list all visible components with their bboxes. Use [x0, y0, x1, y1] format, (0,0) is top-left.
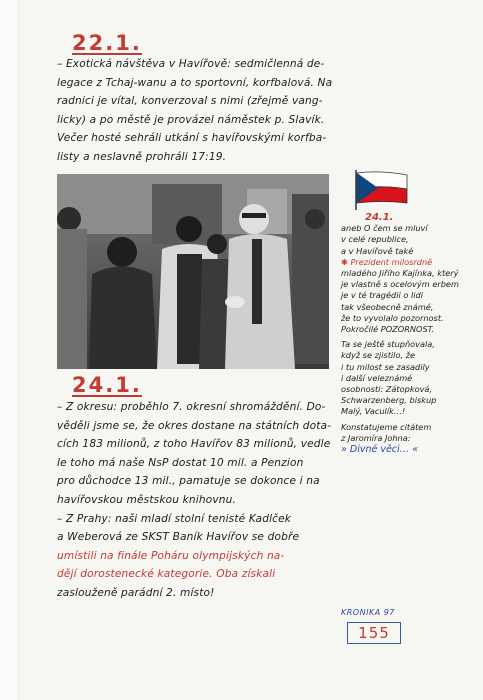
sidebar-line: když se zjistilo, že	[341, 350, 416, 361]
chronicle-label: KRONIKA 97	[341, 608, 395, 617]
text-line: dějí dorostenecké kategorie. Oba získali	[57, 568, 276, 581]
text-line: – Z Prahy: naši mladí stolní tenisté Kadlček	[57, 512, 292, 525]
sidebar-line: Ta se ještě stupňovala,	[341, 339, 435, 350]
text-line: havířovskou městskou knihovnu.	[57, 493, 237, 506]
text-line: zaslouženě parádní 2. místo!	[57, 586, 215, 599]
text-line: Večer hosté sehráli utkání s havířovskými korfba-	[57, 132, 327, 145]
sidebar-line: i další veleznámé	[341, 372, 413, 383]
sidebar-line: Konstatujeme citátem	[341, 421, 432, 432]
photo-image	[57, 174, 329, 369]
entry-text	[57, 55, 337, 167]
page-number-box	[347, 622, 401, 644]
text-line: pro důchodce 13 mil., pamatuje se dokonce i na	[57, 475, 320, 488]
sidebar-line: mladého Jiřího Kajínka, který	[341, 268, 459, 279]
sidebar-note	[341, 212, 461, 455]
sidebar-line: a v Havířově také	[341, 245, 414, 256]
text-line: listy a neslavně prohráli 17:19.	[57, 150, 227, 163]
text-line: věděli jsme se, že okres dostane na státních dota-	[57, 419, 332, 432]
sidebar-line: je v té tragédii o lidi	[341, 290, 424, 301]
text-line: – Z okresu: proběhlo 7. okresní shromáždění. Do-	[57, 401, 326, 413]
text-line: cích 183 milionů, z toho Havířov 83 milionů, vedle	[57, 438, 331, 451]
page-number: 155	[358, 624, 390, 642]
entry-date: 24.1.	[72, 373, 142, 397]
sidebar-line: Malý, Vaculík…!	[341, 406, 406, 417]
entry-date: 22.1.	[72, 31, 142, 55]
news-photo	[57, 174, 329, 369]
sidebar-line: z Jaromíra Johna:	[341, 432, 411, 443]
text-line: legace z Tchaj-wanu a to sportovní, korfbalová. Na	[57, 76, 333, 89]
entry-text	[57, 398, 339, 603]
sidebar-line: je vlastně s ocelovým erbem	[341, 279, 459, 290]
sidebar-line: že to vyvolalo pozornost.	[341, 312, 444, 323]
text-line: umístili na finále Poháru olympijských na-	[57, 549, 285, 562]
sidebar-line: aneb O čem se mluví	[341, 223, 428, 234]
sidebar-line: v celé republice,	[341, 234, 409, 245]
text-line: licky) a po městě je provázel náměstek p. Slavík.	[57, 113, 325, 126]
sidebar-date: 24.1.	[365, 212, 394, 223]
text-line: – Exotická návštěva v Havířově: sedmičlenná de-	[57, 58, 325, 70]
sidebar-line: Pokročilé POZORNOST.	[341, 324, 435, 335]
czech-flag-icon	[352, 170, 410, 210]
text-line: le toho má naše NsP dostat 10 mil. a Penzion	[57, 456, 304, 469]
sidebar-line: ✱ Prezident milosrdně	[341, 256, 433, 267]
text-line: radnici je vítal, konverzoval s nimi (zřejmě vang-	[57, 95, 323, 108]
sidebar-quote: » Divné věci… «	[341, 444, 419, 456]
sidebar-line: osobnosti: Zátopková,	[341, 384, 433, 395]
text-line: a Weberová ze SKST Baník Havířov se dobře	[57, 531, 300, 544]
page-edge	[0, 0, 19, 700]
sidebar-line: Schwarzenberg, biskup	[341, 395, 437, 406]
sidebar-line: i tu milost se zasadily	[341, 361, 430, 372]
sidebar-line: tak všeobecně známé,	[341, 301, 434, 312]
